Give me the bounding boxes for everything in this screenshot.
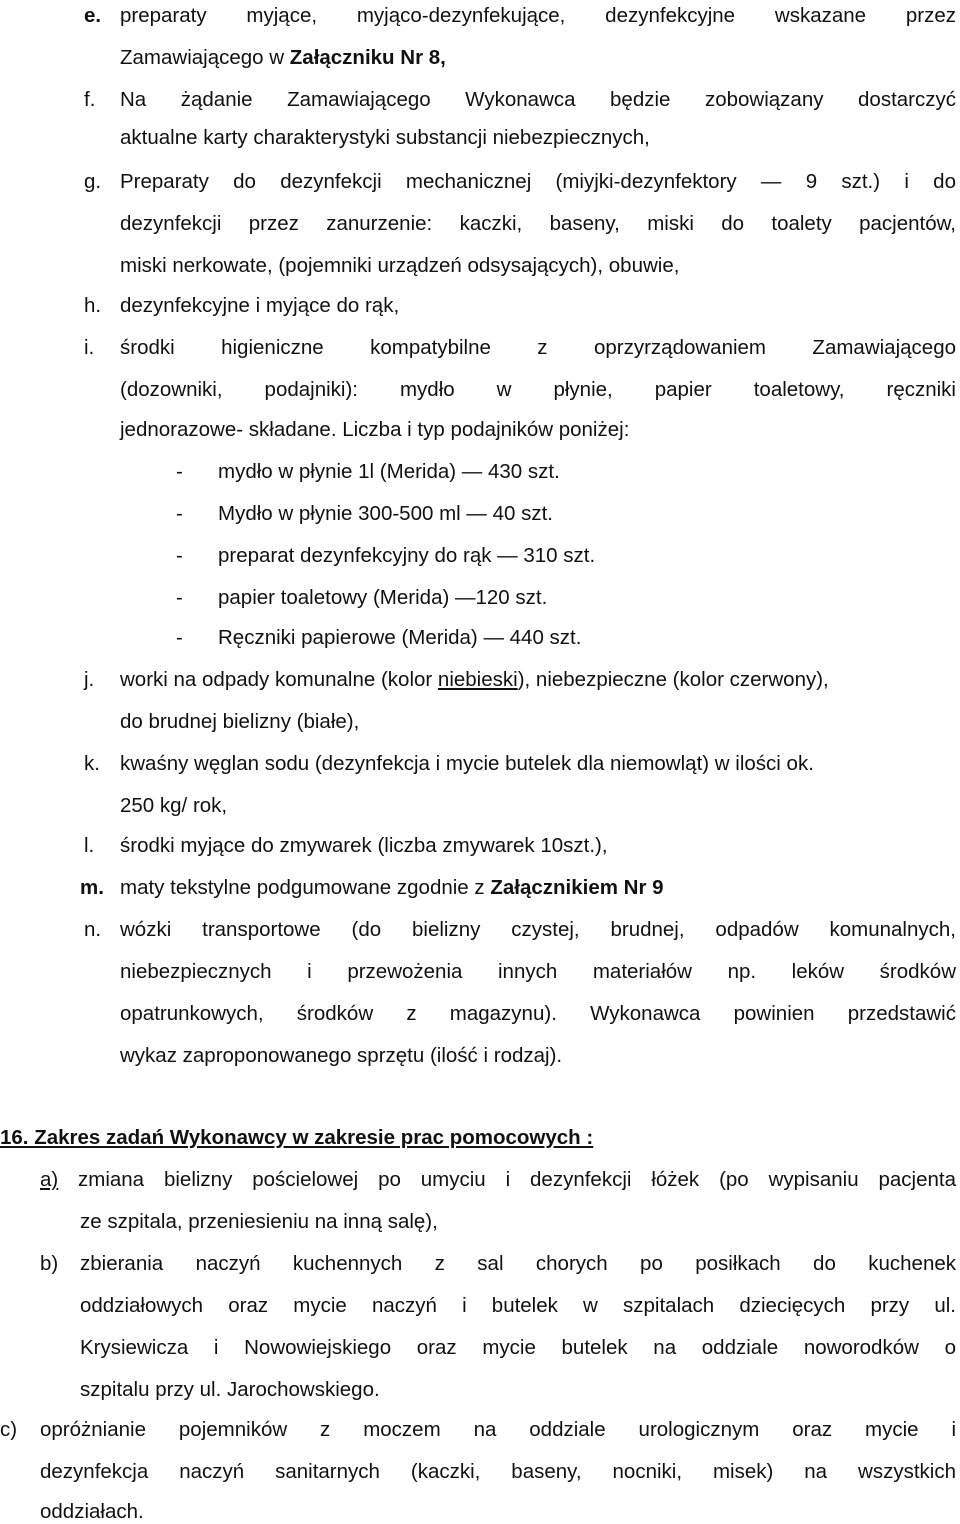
section-16-heading-text: 16. Zakres zadań Wykonawcy w zakresie prac pomocowych : — [0, 1126, 594, 1149]
sublist-item: Mydło w płynie 300-500 ml — 40 szt. — [218, 502, 553, 525]
sec16-c-line-1: opróżnianie pojemników z moczem na oddziale urologicznym oraz mycie i — [40, 1418, 956, 1441]
sublist-dash: - — [176, 626, 183, 649]
sublist-item: Ręczniki papierowe (Merida) — 440 szt. — [218, 626, 582, 649]
item-e-attachment-ref: Załączniku Nr 8, — [289, 46, 446, 69]
item-n-line-3: opatrunkowych, środków z magazynu). Wykonawca powinien przedstawić — [120, 1002, 956, 1025]
item-k-line-1: kwaśny węglan sodu (dezynfekcja i mycie butelek dla niemowląt) w ilości ok. — [120, 752, 814, 775]
item-e-marker: e. — [84, 4, 102, 27]
sublist-dash: - — [176, 460, 183, 483]
item-e-line-2 — [120, 46, 446, 70]
item-j-text-a: worki na odpady komunalne (kolor — [120, 668, 438, 691]
sublist-dash: - — [176, 502, 183, 525]
item-h-marker: h. — [84, 294, 102, 317]
sec16-b-line-1: zbierania naczyń kuchennych z sal chorych po posiłkach do kuchenek — [80, 1252, 956, 1275]
item-g-line-3: miski nerkowate, (pojemniki urządzeń odsysających), obuwie, — [120, 254, 680, 277]
item-g-line-2: dezynfekcji przez zanurzenie: kaczki, baseny, miski do toalety pacjentów, — [120, 212, 956, 235]
item-f-line-1: Na żądanie Zamawiającego Wykonawca będzie zobowiązany dostarczyć — [120, 88, 956, 111]
item-e-line-2-text: Zamawiającego w — [120, 46, 290, 69]
sec16-c-marker: c) — [0, 1418, 18, 1441]
sublist-dash: - — [176, 544, 183, 567]
item-n-marker: n. — [84, 918, 102, 941]
item-i-marker: i. — [84, 336, 95, 359]
sec16-c-line-3: oddziałach. — [40, 1500, 144, 1523]
item-g-marker: g. — [84, 170, 102, 193]
sec16-b-marker: b) — [40, 1252, 59, 1275]
item-f-line-2: aktualne karty charakterystyki substancji niebezpiecznych, — [120, 126, 650, 149]
item-n-line-4: wykaz zaproponowanego sprzętu (ilość i rodzaj). — [120, 1044, 563, 1067]
sec16-b-line-4: szpitalu przy ul. Jarochowskiego. — [80, 1378, 380, 1401]
item-h-line-1: dezynfekcyjne i myjące do rąk, — [120, 294, 400, 317]
sec16-c-line-2: dezynfekcja naczyń sanitarnych (kaczki, baseny, nocniki, misek) na wszystkich — [40, 1460, 956, 1483]
item-j-text-b: ), niebezpieczne (kolor czerwony), — [517, 668, 829, 691]
item-m-marker: m. — [80, 876, 104, 899]
item-i-line-2: (dozowniki, podajniki): mydło w płynie, papier toaletowy, ręczniki — [120, 378, 956, 401]
item-l-marker: l. — [84, 834, 95, 857]
sec16-a-line-2: ze szpitala, przeniesieniu na inną salę), — [80, 1210, 438, 1233]
sec16-a-line-1: zmiana bielizny pościelowej po umyciu i dezynfekcji łóżek (po wypisaniu pacjenta — [78, 1168, 956, 1191]
sublist-item: mydło w płynie 1l (Merida) — 430 szt. — [218, 460, 560, 483]
item-j-marker: j. — [84, 668, 95, 691]
item-e-line-1: preparaty myjące, myjąco-dezynfekujące, dezynfekcyjne wskazane przez — [120, 4, 956, 27]
item-m-attachment-ref: Załącznikiem Nr 9 — [490, 876, 664, 899]
item-m-text: maty tekstylne podgumowane zgodnie z — [120, 876, 491, 899]
item-n-line-2: niebezpiecznych i przewożenia innych materiałów np. leków środków — [120, 960, 956, 983]
sublist-item: preparat dezynfekcyjny do rąk — 310 szt. — [218, 544, 596, 567]
item-l-line-1: środki myjące do zmywarek (liczba zmywarek 10szt.), — [120, 834, 608, 857]
item-i-line-3: jednorazowe- składane. Liczba i typ podajników poniżej: — [120, 418, 630, 441]
sec16-a-marker — [40, 1168, 58, 1192]
item-j-line-2: do brudnej bielizny (białe), — [120, 710, 360, 733]
sublist-dash: - — [176, 586, 183, 609]
sublist-item: papier toaletowy (Merida) —120 szt. — [218, 586, 548, 609]
item-j-underlined: niebieski — [437, 668, 518, 691]
sec16-b-line-2: oddziałowych oraz mycie naczyń i butelek w szpitalach dziecięcych przy ul. — [80, 1294, 956, 1317]
section-16-heading — [0, 1126, 593, 1150]
item-f-marker: f. — [84, 88, 96, 111]
item-k-marker: k. — [84, 752, 100, 775]
item-n-line-1: wózki transportowe (do bielizny czystej, brudnej, odpadów komunalnych, — [120, 918, 956, 941]
sec16-b-line-3: Krysiewicza i Nowowiejskiego oraz mycie butelek na oddziale noworodków o — [80, 1336, 956, 1359]
item-j-line-1 — [120, 668, 829, 692]
item-m-line-1 — [120, 876, 664, 900]
sec16-a-marker-letter: a) — [40, 1168, 59, 1191]
item-g-line-1: Preparaty do dezynfekcji mechanicznej (miyjki-dezynfektory — 9 szt.) i do — [120, 170, 956, 193]
item-k-line-2: 250 kg/ rok, — [120, 794, 228, 817]
item-i-line-1: środki higieniczne kompatybilne z oprzyrządowaniem Zamawiającego — [120, 336, 956, 359]
